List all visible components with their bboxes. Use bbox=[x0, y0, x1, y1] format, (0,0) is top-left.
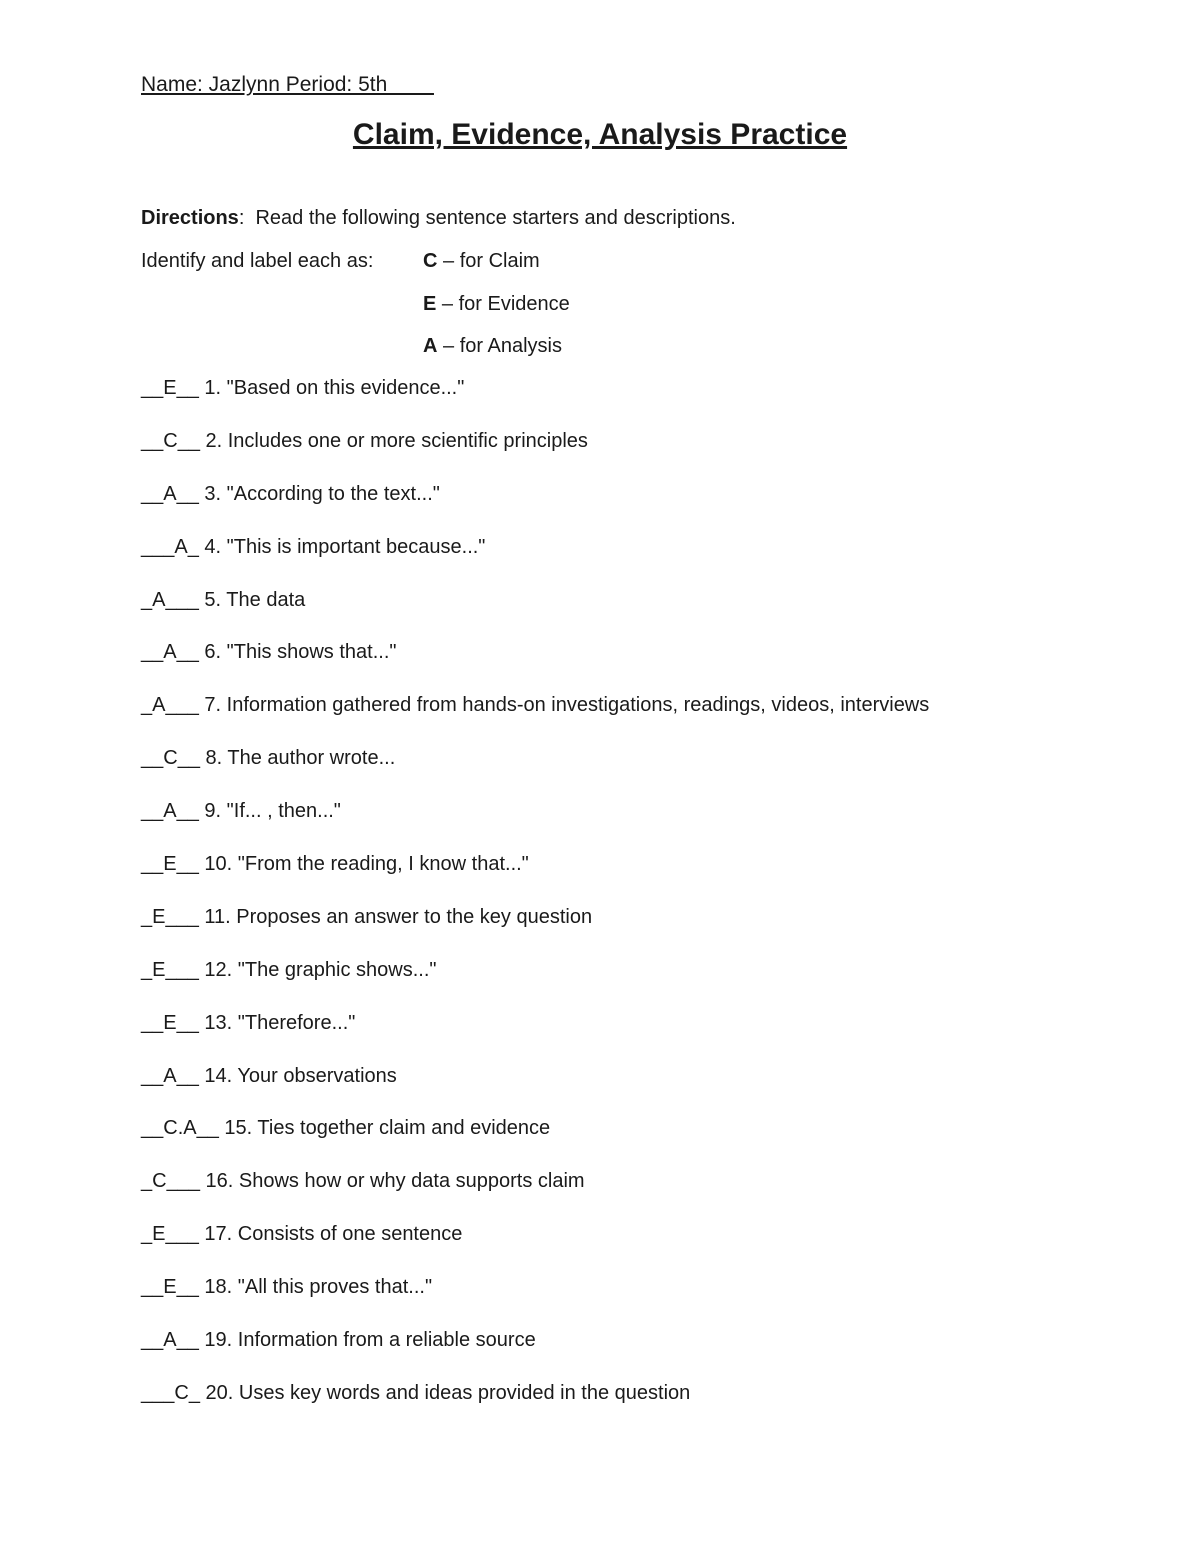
question-number: 18. bbox=[204, 1276, 233, 1299]
question-number: 9. bbox=[204, 800, 222, 823]
question-item bbox=[141, 375, 929, 428]
question-item bbox=[141, 957, 929, 1010]
answer-blank: _A___ bbox=[141, 588, 199, 611]
question-item bbox=[141, 1168, 929, 1221]
question-number: 14. bbox=[204, 1064, 233, 1087]
question-text: "Therefore..." bbox=[237, 1011, 356, 1034]
key-letter: C bbox=[423, 250, 438, 272]
answer-blank: _C___ bbox=[141, 1170, 200, 1193]
question-text: Proposes an answer to the key question bbox=[236, 905, 593, 928]
question-list bbox=[141, 375, 929, 1433]
question-text: The data bbox=[226, 588, 306, 611]
key-text: – for Evidence bbox=[436, 292, 570, 315]
question-item bbox=[141, 745, 929, 798]
answer-blank: __A__ bbox=[141, 800, 199, 823]
question-text: The author wrote... bbox=[227, 747, 396, 770]
question-item bbox=[141, 798, 929, 851]
question-number: 1. bbox=[204, 377, 222, 399]
answer-blank: __A__ bbox=[141, 1329, 199, 1352]
question-number: 12. bbox=[204, 958, 233, 981]
question-item bbox=[141, 428, 929, 481]
question-text: Consists of one sentence bbox=[237, 1223, 463, 1246]
directions bbox=[141, 205, 736, 231]
question-text: "If... , then..." bbox=[226, 800, 341, 823]
answer-blank: _E___ bbox=[141, 1223, 199, 1246]
question-number: 6. bbox=[204, 641, 222, 664]
question-text: Uses key words and ideas provided in the question bbox=[238, 1381, 691, 1404]
question-text: Ties together claim and evidence bbox=[257, 1117, 551, 1140]
question-number: 5. bbox=[204, 588, 222, 611]
question-number: 3. bbox=[204, 482, 222, 505]
question-number: 4. bbox=[204, 535, 222, 558]
question-number: 11. bbox=[204, 905, 231, 928]
question-item bbox=[141, 1063, 929, 1116]
answer-blank: __C__ bbox=[141, 429, 200, 452]
question-number: 10. bbox=[204, 853, 233, 876]
answer-blank: __A__ bbox=[141, 482, 199, 505]
answer-blank: _A___ bbox=[141, 694, 199, 717]
answer-blank: __E__ bbox=[141, 853, 199, 876]
page-title: Claim, Evidence, Analysis Practice bbox=[352, 118, 848, 151]
question-item bbox=[141, 481, 929, 534]
answer-blank: __C__ bbox=[141, 747, 200, 770]
key-text: – for Analysis bbox=[437, 335, 562, 357]
question-item bbox=[141, 1115, 929, 1168]
question-item bbox=[141, 534, 929, 587]
question-item bbox=[141, 587, 929, 640]
name-period-line: Name: Jazlynn Period: 5th bbox=[141, 73, 434, 96]
answer-blank: ___C_ bbox=[141, 1381, 200, 1404]
question-text: "All this proves that..." bbox=[237, 1276, 433, 1299]
answer-blank: __C.A__ bbox=[141, 1117, 219, 1140]
question-text: "The graphic shows..." bbox=[237, 958, 437, 981]
question-number: 7. bbox=[204, 694, 222, 717]
question-item bbox=[141, 1221, 929, 1274]
answer-blank: __E__ bbox=[141, 1011, 199, 1034]
answer-blank: __E__ bbox=[141, 377, 199, 399]
question-number: 8. bbox=[205, 747, 223, 770]
question-text: Shows how or why data supports claim bbox=[238, 1170, 585, 1193]
question-item bbox=[141, 692, 929, 745]
question-item bbox=[141, 1274, 929, 1327]
key-letter: E bbox=[423, 292, 437, 315]
question-number: 16. bbox=[205, 1170, 234, 1193]
answer-blank: _E___ bbox=[141, 958, 199, 981]
question-number: 19. bbox=[204, 1329, 233, 1352]
answer-blank: ___A_ bbox=[141, 535, 199, 558]
question-item bbox=[141, 1327, 929, 1380]
question-number: 2. bbox=[205, 429, 223, 452]
directions-text: : Read the following sentence starters and descriptions. bbox=[238, 207, 736, 229]
question-text: "This is important because..." bbox=[226, 535, 486, 558]
question-text: "According to the text..." bbox=[226, 482, 440, 505]
question-number: 17. bbox=[204, 1223, 233, 1246]
key-letter: A bbox=[423, 335, 438, 357]
question-number: 13. bbox=[204, 1011, 233, 1034]
question-item bbox=[141, 1010, 929, 1063]
question-text: "This shows that..." bbox=[226, 641, 397, 664]
question-text: Your observations bbox=[237, 1064, 397, 1087]
question-text: Information gathered from hands-on investigations, readings, videos, interviews bbox=[226, 694, 930, 717]
key-item-claim bbox=[423, 248, 570, 291]
question-item bbox=[141, 904, 929, 957]
key-item-evidence bbox=[423, 291, 570, 334]
question-text: Includes one or more scientific principles bbox=[227, 429, 588, 452]
question-text: "From the reading, I know that..." bbox=[237, 853, 529, 876]
question-number: 15. bbox=[224, 1117, 253, 1140]
answer-blank: __A__ bbox=[141, 641, 199, 664]
key-text: – for Claim bbox=[437, 250, 540, 272]
directions-label: Directions bbox=[141, 207, 239, 229]
answer-blank: __E__ bbox=[141, 1276, 199, 1299]
answer-blank: _E___ bbox=[141, 905, 199, 928]
question-item bbox=[141, 1380, 929, 1433]
identify-label: Identify and label each as: bbox=[141, 250, 374, 272]
key-item-analysis bbox=[423, 333, 570, 376]
question-item bbox=[141, 639, 929, 692]
question-text: "Based on this evidence..." bbox=[226, 377, 465, 399]
question-text: Information from a reliable source bbox=[237, 1329, 536, 1352]
question-item bbox=[141, 851, 929, 904]
question-number: 20. bbox=[205, 1381, 234, 1404]
answer-blank: __A__ bbox=[141, 1064, 199, 1087]
label-key-list bbox=[423, 248, 570, 376]
